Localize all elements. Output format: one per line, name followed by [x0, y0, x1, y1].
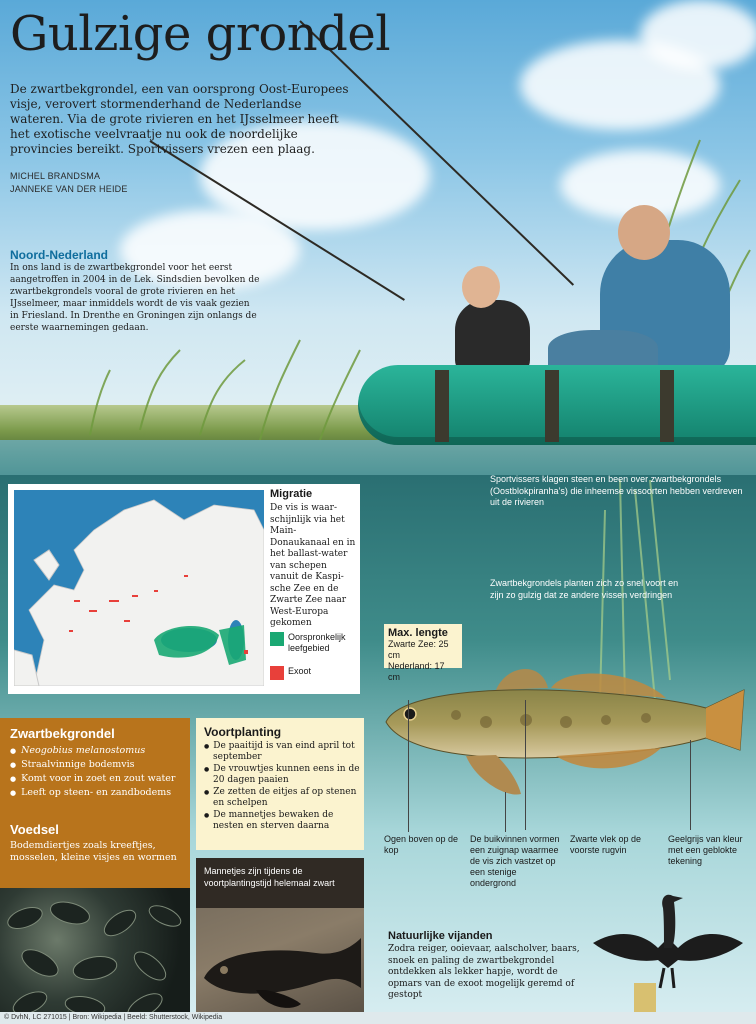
intro-text: De zwartbekgrondel, een van oorsprong Oost-Europees visje, verovert stormenderhand de Nederlandse wateren. Via de grote rivieren en het IJsselmeer heeft het exotische veelvraatje nu ook de noordelijke provincies bereikt. Sportvissers vrezen een plaag.: [10, 82, 349, 156]
reproduction-fact: ● Ze zetten de eitjes af op stenen en schelpen: [204, 787, 362, 809]
boat-strap: [660, 370, 674, 442]
species-fact: ● Komt voor in zoet en zout water: [10, 772, 175, 786]
male-caption: Mannetjes zijn tijdens de voortplantingstijd helemaal zwart: [204, 866, 335, 888]
cloud: [640, 0, 756, 70]
boat-strap: [545, 370, 559, 442]
north-text: In ons land is de zwartbekgrondel voor het eerst aangetroffen in 2004 in de Lek. Sindsdien bevolken de zwartbekgrondels vooral de grote rivieren en het IJsselmeer, maar inmiddels wordt de vis vaak gezien in Friesland. In Drenthe en Groningen zijn onlangs de eerste waarnemingen gedaan.: [10, 263, 260, 333]
reproduction-panel: [196, 718, 364, 850]
legend-exotic-label: Exoot: [288, 666, 312, 676]
mussels-drawing: [0, 888, 190, 1018]
reproduction-facts: [204, 741, 362, 833]
author-name: MICHEL BRANDSMA: [10, 171, 101, 181]
goby-fish: [376, 660, 748, 800]
species-fact: ● Straalvinnige bodemvis: [10, 758, 175, 772]
max-length-heading: Max. lengte: [388, 627, 448, 639]
legend-exotic: [270, 666, 360, 680]
male-fish-drawing: [196, 908, 364, 1014]
fish-label-colour: Geelgrijs van kleur met een geblokte tekening: [668, 834, 743, 866]
fish-label-dorsal-spot: Zwarte vlek op de voorste rugvin: [570, 834, 642, 855]
migration-text: De vis is waar-schijnlijk via het Main-Donaukanaal en in het ballast-water van schepen vanuit de Kaspi-sche Zee en de Zwarte Zee naar West-Europa gekomen: [270, 503, 356, 628]
migration-panel: [8, 484, 360, 694]
fish-label-pelvic-fins: De buikvinnen vormen een zuignap waarmee de vis zich vastzet op een stenige ondergrond: [470, 834, 560, 888]
page-title: Gulzige grondel: [10, 6, 391, 62]
reproduction-heading: Voortplanting: [204, 725, 282, 739]
enemies-text: Zodra reiger, ooievaar, aalscholver, baars, snoek en paling de zwartbekgrondel ontdekken als lekker hapje, wordt de opmars van de exoot mogelijk geremd of gestopt: [388, 944, 580, 1000]
legend-exotic-swatch: [270, 666, 284, 680]
migration-heading: Migratie: [270, 488, 313, 500]
legend-native-swatch: [270, 632, 284, 646]
food-heading: Voedsel: [10, 822, 59, 837]
species-facts: [10, 744, 175, 800]
cormorant-bird: [588, 888, 748, 1018]
reproduction-note: Zwartbekgrondels planten zich zo snel voort en zijn zo gulzig dat ze andere vissen verdringen: [490, 578, 679, 600]
male-fish-panel: [196, 858, 364, 1014]
label-pointer: [690, 740, 691, 830]
length-netherlands: Nederland: 17 cm: [388, 661, 445, 682]
fish-label-eyes: Ogen boven op de kop: [384, 834, 459, 855]
footer-credits: © DvhN, LC 271015 | Bron: Wikipedia | Beeld: Shutterstock, Wikipedia: [0, 1012, 756, 1024]
length-black-sea: Zwarte Zee: 25 cm: [388, 639, 449, 660]
fisher-left: [455, 300, 530, 375]
europe-map: [14, 490, 264, 686]
north-heading: Noord-Nederland: [10, 248, 109, 262]
author-byline: [10, 170, 128, 196]
reproduction-fact: ● De vrouwtjes kunnen eens in de 20 dagen paaien: [204, 764, 362, 786]
mussels-photo: [0, 888, 190, 1018]
fishers-note: Sportvissers klagen steen en been over zwartbekgrondels (Oostblokpiranha’s) die inheemse vissoorten hebben verdreven uit de rivieren: [490, 474, 743, 507]
male-fish-photo: [196, 908, 364, 1014]
enemies-heading: Natuurlijke vijanden: [388, 930, 493, 942]
legend-native-label: Oorspronkelijk leefgebied: [288, 632, 346, 653]
species-fact: ● Neogobius melanostomus: [10, 744, 175, 758]
species-heading: Zwartbekgrondel: [10, 726, 115, 741]
fisher-right-head: [618, 205, 670, 260]
species-fact: ● Leeft op steen- en zandbodems: [10, 786, 175, 800]
reproduction-fact: ● De mannetjes bewaken de nesten en sterven daarna: [204, 810, 362, 832]
boat-strap: [435, 370, 449, 442]
label-pointer: [525, 700, 526, 830]
label-pointer: [505, 792, 506, 832]
fisher-left-head: [462, 266, 500, 308]
food-text: Bodemdiertjes zoals kreeftjes, mosselen, kleine visjes en wormen: [10, 840, 177, 863]
europe-map-drawing: [14, 490, 264, 686]
label-pointer: [408, 700, 409, 832]
legend-native: [270, 632, 360, 654]
reproduction-fact: ● De paaitijd is van eind april tot september: [204, 741, 362, 763]
author-name: JANNEKE VAN DER HEIDE: [10, 184, 128, 194]
